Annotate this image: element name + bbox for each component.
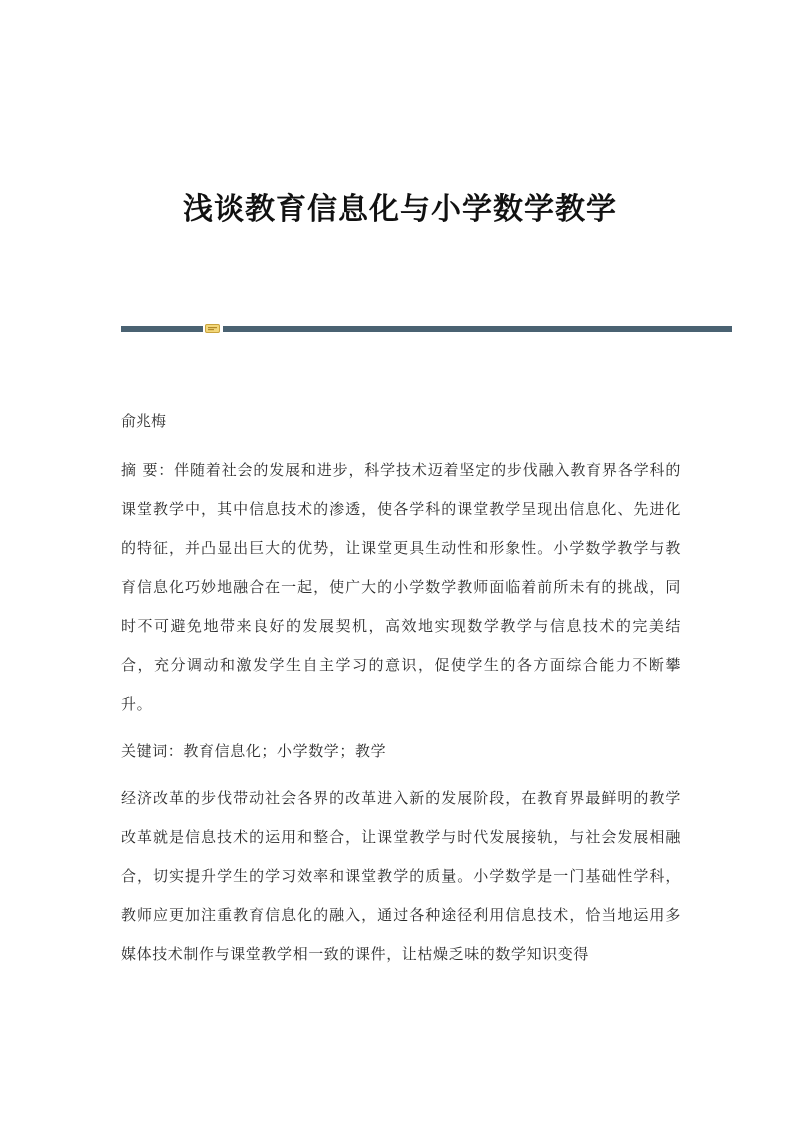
title-divider [121, 320, 732, 336]
body-paragraph: 经济改革的步伐带动社会各界的改革进入新的发展阶段，在教育界最鲜明的教学改革就是信息技术的运用和整合，让课堂教学与时代发展接轨，与社会发展相融合，切实提升学生的学习效率和课堂教学的质量。小学数学是一门基础性学科，教师应更加注重教育信息化的融入，通过各种途径利用信息技术，恰当地运用多媒体技术制作与课堂教学相一致的课件，让枯燥乏味的数学知识变得 [121, 789, 681, 963]
abstract-paragraph: 摘 要：伴随着社会的发展和进步，科学技术迈着坚定的步伐融入教育界各学科的课堂教学中，其中信息技术的渗透，使各学科的课堂教学呈现出信息化、先进化的特征，并凸显出巨大的优势，让课堂更具生动性和形象性。小学数学教学与教育信息化巧妙地融合在一起，使广大的小学数学教师面临着前所未有的挑战，同时不可避免地带来良好的发展契机，高效地实现数学教学与信息技术的完美结合，充分调动和激发学生自主学习的意识，促使学生的各方面综合能力不断攀升。 [121, 461, 681, 713]
divider-bar-right [223, 326, 732, 332]
author-name: 俞兆梅 [121, 412, 167, 430]
document-title: 浅谈教育信息化与小学数学教学 [183, 192, 617, 227]
divider-bar-left [121, 326, 203, 332]
document-body [121, 405, 681, 985]
keywords-line: 关键词：教育信息化；小学数学；教学 [121, 742, 387, 760]
pencil-icon [205, 323, 220, 334]
